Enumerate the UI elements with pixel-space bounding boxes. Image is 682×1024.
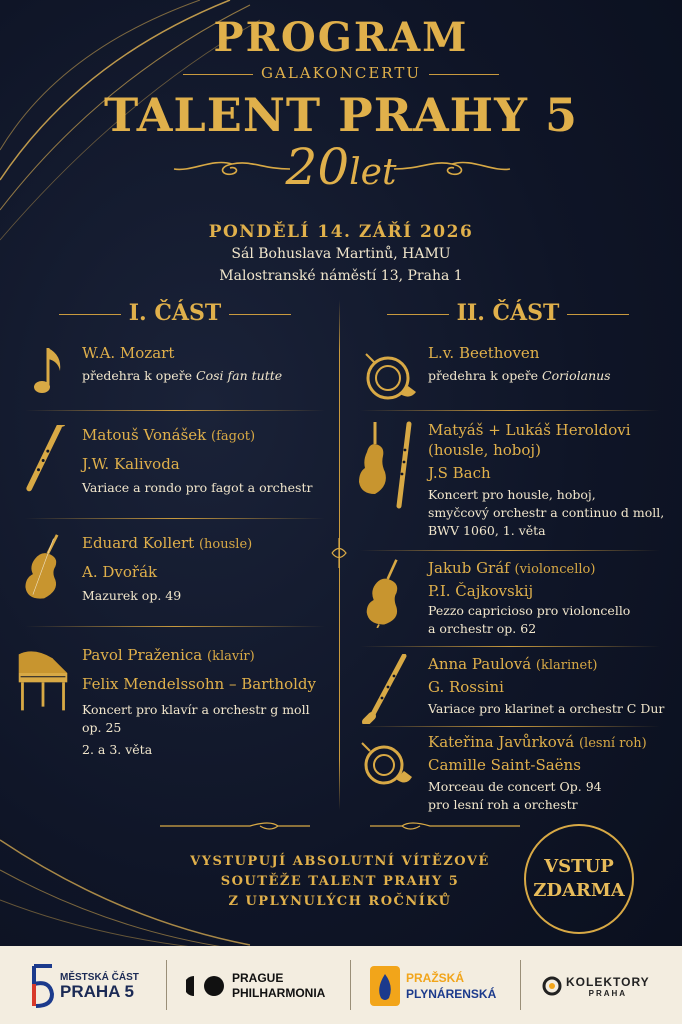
item-divider xyxy=(360,550,660,551)
philharmonia-logo-icon xyxy=(186,974,226,998)
work-title-line2: pro lesní roh a orchestr xyxy=(428,797,578,812)
item-divider xyxy=(25,626,325,627)
item-divider xyxy=(360,646,660,647)
work-title-line3: BWV 1060, 1. věta xyxy=(428,523,546,538)
instrument-label: (fagot) xyxy=(211,429,256,444)
logo3-bottom: PLYNÁRENSKÁ xyxy=(406,987,497,1001)
logo3-top: PRAŽSKÁ xyxy=(406,971,465,985)
composer-name: Camille Saint-Saëns xyxy=(428,756,581,774)
sponsor-footer xyxy=(0,946,682,1024)
performer-name xyxy=(82,425,332,447)
music-note-icon xyxy=(18,343,73,413)
french-horn-icon xyxy=(362,343,417,413)
work-title: Mazurek op. 49 xyxy=(82,588,182,603)
winners-line3: Z UPLYNULÝCH ROČNÍKŮ xyxy=(228,894,452,909)
composer-name: P.I. Čajkovskij xyxy=(428,582,534,600)
performer-name xyxy=(428,558,678,580)
logo1-bottom: PRAHA 5 xyxy=(60,981,134,1001)
part2-heading xyxy=(358,300,658,326)
work-title xyxy=(82,367,332,385)
work-title-line2: a orchestr op. 62 xyxy=(428,621,537,636)
logo2-top: PRAGUE xyxy=(232,971,284,985)
instrument-label: (housle) xyxy=(198,537,253,552)
performer-name xyxy=(428,732,678,754)
flourish-bottom-right-icon xyxy=(370,818,520,834)
composer-name: G. Rossini xyxy=(428,678,504,696)
free-entry-badge xyxy=(524,824,634,934)
logo-kolektory xyxy=(542,958,650,1014)
composer-name: Felix Mendelssohn – Bartholdy xyxy=(82,675,316,693)
flourish-left-icon xyxy=(172,158,292,180)
anniversary-word: let xyxy=(349,152,397,193)
event-address: Malostranské náměstí 13, Praha 1 xyxy=(219,268,463,284)
logo4-bottom: PRAHA xyxy=(588,988,628,998)
clarinet-icon xyxy=(360,654,415,724)
work-title: Morceau de concert Op. 94 xyxy=(428,779,602,794)
event-venue: Sál Bohuslava Martinů, HAMU xyxy=(231,246,451,262)
poster-subtitle xyxy=(0,64,682,82)
performer-name: L.v. Beethoven xyxy=(428,344,540,362)
piano-icon xyxy=(14,645,72,715)
performer-name-text: Jakub Gráf xyxy=(428,559,515,577)
violin-oboe-icon xyxy=(355,420,415,510)
composer-name: J.S Bach xyxy=(428,464,491,482)
logo-prague-philharmonia xyxy=(186,958,325,1014)
work-title: Variace pro klarinet a orchestr C Dur xyxy=(428,701,665,716)
logo1-top: MĚSTSKÁ ČÁST xyxy=(60,971,139,983)
bassoon-icon xyxy=(18,425,73,495)
flame-logo-icon xyxy=(370,966,400,1006)
instrument-label: (lesní roh) xyxy=(578,736,647,751)
flourish-right-icon xyxy=(392,158,512,180)
composer-name: J.W. Kalivoda xyxy=(82,455,180,473)
performer-name-text: Pavol Praženica xyxy=(82,646,207,664)
instrument-label: (klarinet) xyxy=(535,658,598,673)
flourish-bottom-left-icon xyxy=(160,818,310,834)
part1-heading xyxy=(25,300,325,326)
performer-name-text: Anna Paulová xyxy=(428,655,536,673)
subtitle-text: GALAKONCERTU xyxy=(261,64,421,82)
performer-name-text: Eduard Kollert xyxy=(82,534,199,552)
footer-separator xyxy=(166,960,167,1010)
anniversary-number: 20 xyxy=(285,138,350,196)
performer-name xyxy=(82,533,332,555)
instrument-label: (klavír) xyxy=(207,649,255,664)
item-divider xyxy=(25,518,325,519)
winners-line1: VYSTUPUJÍ ABSOLUTNÍ VÍTĚZOVÉ xyxy=(190,854,490,869)
logo4-top: KOLEKTORY xyxy=(566,974,650,989)
performer-name: Matyáš + Lukáš Heroldovi xyxy=(428,421,631,439)
part2-heading-text: II. ČÁST xyxy=(456,300,560,326)
item-divider xyxy=(360,726,660,727)
free-entry-line1: VSTUP xyxy=(544,856,614,877)
performer-name: W.A. Mozart xyxy=(82,344,175,362)
item-divider xyxy=(360,410,660,411)
french-horn-icon xyxy=(360,732,415,802)
work-title: Koncert pro housle, hoboj, xyxy=(428,487,596,502)
violin-icon xyxy=(18,533,73,603)
performer-name xyxy=(82,645,332,667)
kolektory-logo-icon xyxy=(542,976,562,996)
work-title: Variace a rondo pro fagot a orchestr xyxy=(82,480,313,495)
free-entry-line2: ZDARMA xyxy=(533,880,625,901)
instrument-label: (housle, hoboj) xyxy=(428,441,541,459)
performer-name xyxy=(428,654,678,676)
event-date: PONDĚLÍ 14. ZÁŘÍ 2026 xyxy=(208,222,474,242)
footer-separator xyxy=(350,960,351,1010)
work-text: předehra k opeře xyxy=(428,368,543,383)
instrument-label: (violoncello) xyxy=(514,562,596,577)
winners-line2: SOUTĚŽE TALENT PRAHY 5 xyxy=(220,874,460,889)
performer-name-text: Matouš Vonášek xyxy=(82,426,212,444)
work-title: Koncert pro klavír a orchestr g moll op. 25 xyxy=(82,702,310,735)
logo-praha5 xyxy=(30,958,139,1014)
opera-title: Coriolanus xyxy=(542,368,611,383)
item-divider xyxy=(25,410,325,411)
poster-title: PROGRAM xyxy=(213,14,469,61)
performer-name-text: Kateřina Javůrková xyxy=(428,733,579,751)
part1-heading-text: I. ČÁST xyxy=(128,300,222,326)
logo-prazska-plynarenska xyxy=(370,958,496,1014)
praha5-logo-icon xyxy=(30,964,56,1008)
work-title: Pezzo capricioso pro violoncello xyxy=(428,603,631,618)
cello-icon xyxy=(358,558,413,628)
composer-name: A. Dvořák xyxy=(82,563,158,581)
work-title xyxy=(428,367,678,385)
work-text: předehra k opeře xyxy=(82,368,197,383)
footer-separator xyxy=(520,960,521,1010)
anniversary-label xyxy=(0,138,682,196)
event-name: TALENT PRAHY 5 xyxy=(104,88,578,142)
winners-note xyxy=(140,852,540,912)
work-movements: 2. a 3. věta xyxy=(82,742,153,757)
opera-title: Cosi fan tutte xyxy=(196,368,283,383)
logo2-bottom: PHILHARMONIA xyxy=(232,986,326,1000)
work-title-line2: smyčcový orchestr a continuo d moll, xyxy=(428,505,665,520)
